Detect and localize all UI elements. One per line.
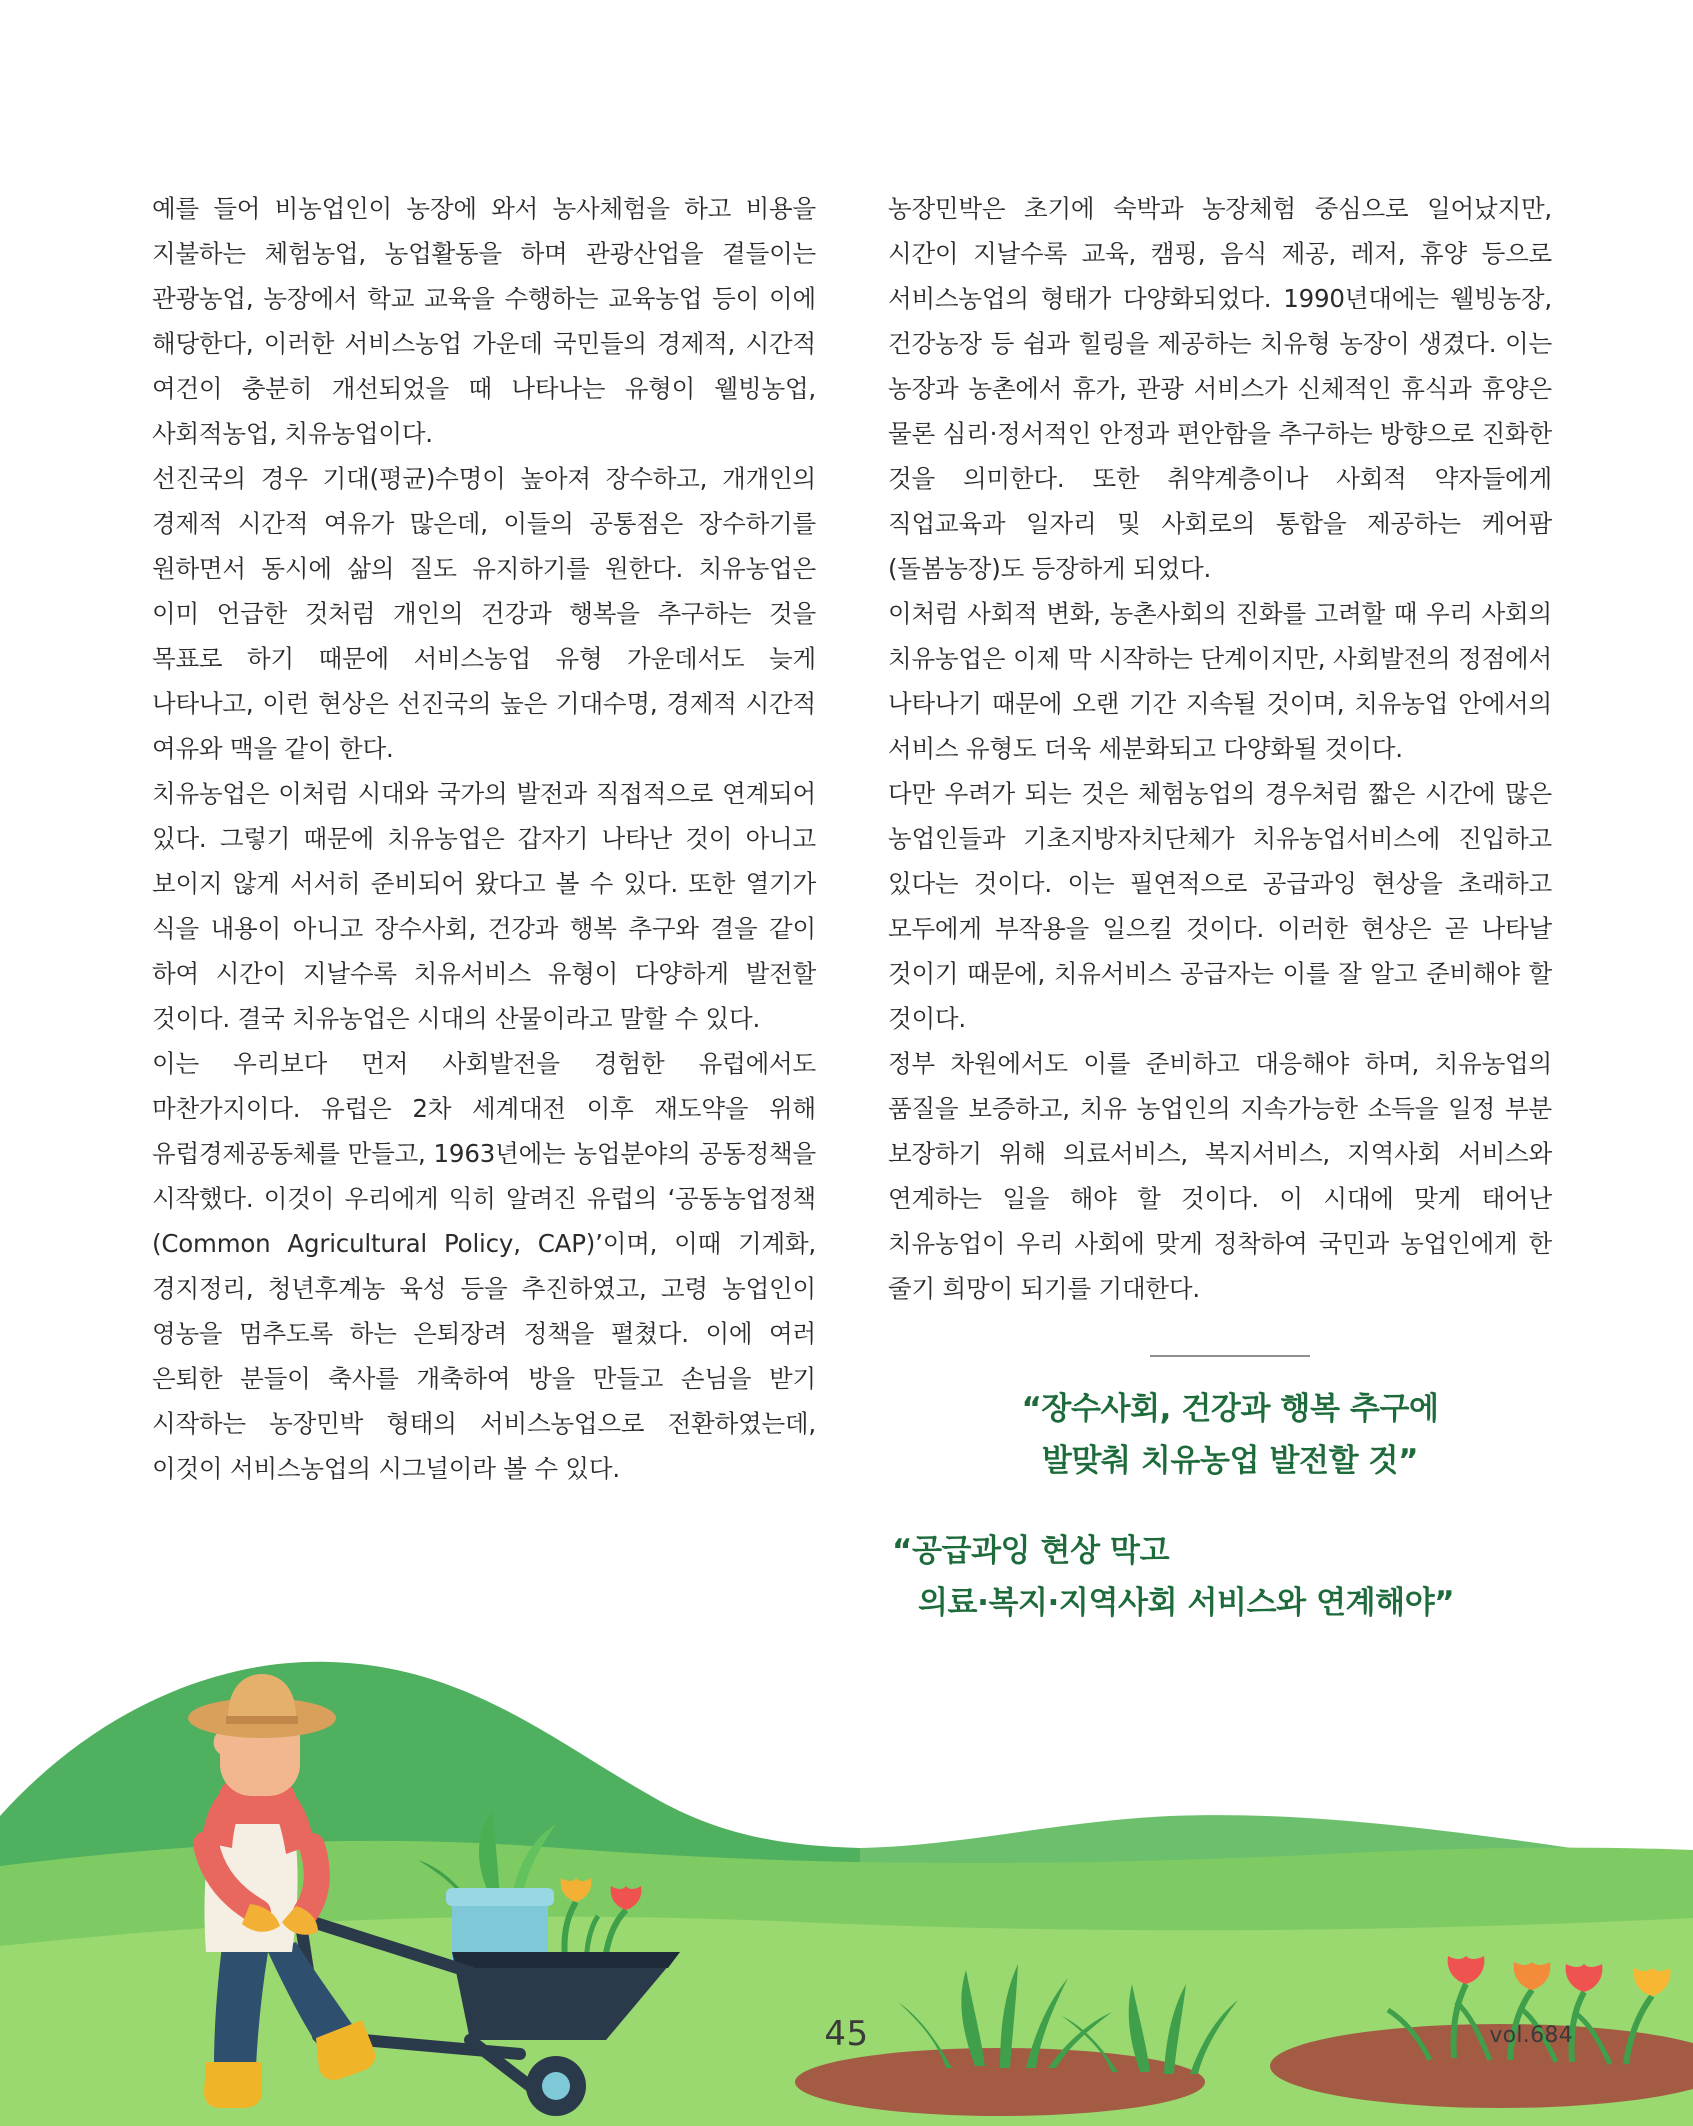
article-body [152,186,1552,1491]
pull-quote-one-line-two: 발맞춰 치유농업 발전할 것” [1041,1443,1419,1479]
paragraph: 이처럼 사회적 변화, 농촌사회의 진화를 고려할 때 우리 사회의 치유농업은 이제 막 시작하는 단계이지만, 사회발전의 정점에서 나타나기 때문에 오랜 기간 지속될 것이며, 치유농업 안에서의 서비스 유형도 더욱 세분화되고 다양화될 것이다. [888,599,1552,763]
volume-label: vol.684 [1489,2023,1573,2048]
paragraph: 예를 들어 비농업인이 농장에 와서 농사체험을 하고 비용을 지불하는 체험농업, 농업활동을 하며 관광산업을 곁들이는 관광농업, 농장에서 학교 교육을 수행하는 교육농업 등이 이에 해당한다, 이러한 서비스농업 가운데 국민들의 경제적, 시간적 여건이 충분히 개선되었을 때 나타나는 유형이 웰빙농업, 사회적농업, 치유농업이다. [152,194,816,448]
paragraph: 치유농업은 이처럼 시대와 국가의 발전과 직접적으로 연계되어 있다. 그렇기 때문에 치유농업은 갑자기 나타난 것이 아니고 보이지 않게 서서히 준비되어 왔다고 볼 수 있다. 또한 열기가 식을 내용이 아니고 장수사회, 건강과 행복 추구와 결을 같이 하여 시간이 지날수록 치유서비스 유형이 다양하게 발전할 것이다. 결국 치유농업은 시대의 산물이라고 말할 수 있다. [152,779,816,1033]
divider [1150,1355,1310,1357]
pull-quote-two-line-one: “공급과잉 현상 막고 [892,1533,1170,1569]
right-column [888,186,1552,1491]
paragraph: 다만 우려가 되는 것은 체험농업의 경우처럼 짧은 시간에 많은 농업인들과 기초지방자치단체가 치유농업서비스에 진입하고 있다는 것이다. 이는 필연적으로 공급과잉 현상을 초래하고 모두에게 부작용을 일으킬 것이다. 이러한 현상은 곧 나타날 것이기 때문에, 치유서비스 공급자는 이를 잘 알고 준비해야 할 것이다. [888,779,1552,1033]
paragraph: 선진국의 경우 기대(평균)수명이 높아져 장수하고, 개개인의 경제적 시간적 여유가 많은데, 이들의 공통점은 장수하기를 원하면서 동시에 삶의 질도 유지하기를 원한다. 치유농업은 이미 언급한 것처럼 개인의 건강과 행복을 추구하는 것을 목표로 하기 때문에 서비스농업 유형 가운데서도 늦게 나타나고, 이런 현상은 선진국의 높은 기대수명, 경제적 시간적 여유와 맥을 같이 한다. [152,464,816,763]
left-column [152,186,816,1491]
pull-quote-one [880,1383,1580,1487]
page-number: 45 [824,2014,869,2054]
pull-quote-one-line-one: “장수사회, 건강과 행복 추구에 [1021,1391,1439,1427]
paragraph: 정부 차원에서도 이를 준비하고 대응해야 하며, 치유농업의 품질을 보증하고, 치유 농업인의 지속가능한 소득을 일정 부분 보장하기 위해 의료서비스, 복지서비스, 지역사회 서비스와 연계하는 일을 해야 할 것이다. 이 시대에 맞게 태어난 치유농업이 우리 사회에 맞게 정착하여 국민과 농업인에게 한 줄기 희망이 되기를 기대한다. [888,1049,1552,1303]
paragraph: 이는 우리보다 먼저 사회발전을 경험한 유럽에서도 마찬가지이다. 유럽은 2차 세계대전 이후 재도약을 위해 유럽경제공동체를 만들고, 1963년에는 농업분야의 공동정책을 시작했다. 이것이 우리에게 익히 알려진 유럽의 ‘공동농업정책(Common Agricultural Policy, CAP)’이며, 이때 기계화, 경지정리, 청년후계농 육성 등을 추진하였고, 고령 농업인이 영농을 멈추도록 하는 은퇴장려 정책을 펼쳤다. 이에 여러 은퇴한 분들이 축사를 개축하여 방을 만들고 손님을 받기 시작하는 농장민박 형태의 서비스농업으로 전환하였는데, 이것이 서비스농업의 시그널이라 볼 수 있다. [152,1049,816,1483]
pull-quote-two-line-two: 의료·복지·지역사회 서비스와 연계해야” [918,1585,1455,1621]
paragraph: 농장민박은 초기에 숙박과 농장체험 중심으로 일어났지만, 시간이 지날수록 교육, 캠핑, 음식 제공, 레저, 휴양 등으로 서비스농업의 형태가 다양화되었다. 1990년대에는 웰빙농장, 건강농장 등 쉼과 힐링을 제공하는 치유형 농장이 생겼다. 이는 농장과 농촌에서 휴가, 관광 서비스가 신체적인 휴식과 휴양은 물론 심리·정서적인 안정과 편안함을 추구하는 방향으로 진화한 것을 의미한다. 또한 취약계층이나 사회적 약자들에게 직업교육과 일자리 및 사회로의 통합을 제공하는 케어팜(돌봄농장)도 등장하게 되었다. [888,194,1552,583]
